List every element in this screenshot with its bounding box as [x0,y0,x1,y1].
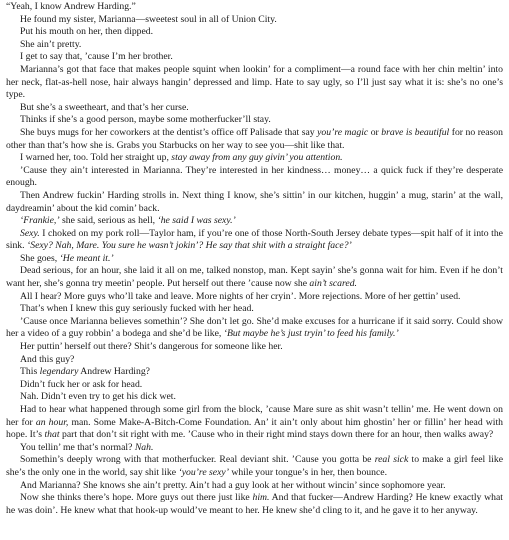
text-run: Thinks if she’s a good person, maybe some motherfucker’ll stay. [20,114,271,126]
paragraph [6,303,503,316]
paragraph [6,165,503,190]
text-run: Dead serious, for an hour, she laid it all on me, talked nonstop, man. Kept sayin’ she’s gonna wait for him. Even if he don’t want her, she’s gonna try meetin’ people. Put herself out there ’cause now she [6,265,503,290]
paragraph [6,1,503,14]
text-run: for no reason other than that’s how she is. Grabs you Starbucks on her way to see you—shit like that. [6,126,503,151]
paragraph [6,228,503,253]
paragraph [6,404,503,442]
text-run: He found my sister, Marianna—sweetest soul in all of Union City. [20,13,277,25]
text-run: Put his mouth on her, then dipped. [20,26,154,38]
text-run: Andrew Harding? [78,366,150,378]
body-text [6,1,503,517]
text-run: “Yeah, I know Andrew Harding.” [6,1,136,12]
paragraph [6,39,503,52]
text-run: Marianna’s got that face that makes people squint when lookin’ for a compliment—a round face with her chin meltin’ into her neck, flat-as-hell nose, hair always hangin’ depressed and limp. Hate to say ugly, so I’ll just say what it is: she’s no one’s type. [6,63,503,101]
italic-text-run: an hour, [35,416,69,428]
italic-text-run: him. [252,492,270,504]
text-run: And this guy? [20,353,75,365]
italic-text-run: ‘Frankie,’ [20,215,60,227]
text-run: Didn’t fuck her or ask for head. [20,378,143,390]
italic-text-run: stay away from any guy givin’ you attention. [171,152,343,164]
paragraph [6,102,503,115]
italic-text-run: ‘But maybe he’s just tryin’ to feed his family.’ [223,328,399,340]
text-run: Had to hear what happened through some girl from the block, ’cause Mare sure as shit wasn’t tellin’ me. He went down on her for [6,404,503,428]
text-run: She buys mugs for her coworkers at the dentist’s office off Palisade that say [20,126,318,138]
paragraph [6,26,503,39]
text-run: she said, serious as hell, [59,215,158,227]
text-run: She ain’t pretty. [20,38,82,50]
text-run: while your tongue’s in her, then bounce. [228,466,388,478]
paragraph [6,366,503,379]
text-run: I choked on my pork roll—Taylor ham, if you’re one of those North-South Jersey debate types—spit half of it into the sink. [6,227,503,252]
paragraph [6,253,503,266]
text-run: I warned her, too. Told her straight up, [20,152,172,164]
paragraph [6,341,503,354]
paragraph [6,354,503,367]
text-run: Then Andrew fuckin’ Harding strolls in. Next thing I know, she’s sittin’ in our kitchen, huggin’ a mug, starin’ at the wall, daydreamin’ about the kid comin’ back. [6,189,503,214]
italic-text-run: ‘you’re sexy’ [178,466,229,478]
text-run: All I hear? More guys who’ll take and leave. More nights of her cryin’. More rejections. More of her gettin’ used. [20,290,461,302]
italic-text-run: ain’t scared. [309,278,357,290]
paragraph [6,114,503,127]
paragraph [6,215,503,228]
text-run: to make a girl feel like she’s the only one in the world, say shit like [6,454,504,478]
text-run: ’Cause they ain’t interested in Marianna. They’re interested in her kindness… money… a quick fuck if they’re desperate enough. [6,164,503,189]
paragraph [6,152,503,165]
italic-text-run: ‘He meant it.’ [59,252,114,264]
paragraph [6,316,503,341]
italic-text-run: Nah. [134,441,154,453]
paragraph [6,190,503,215]
text-run: Her puttin’ herself out there? Shit’s dangerous for someone like her. [20,341,283,353]
paragraph [6,127,503,152]
text-run: Nah. Didn’t even try to get his dick wet. [20,391,176,403]
paragraph [6,265,503,290]
text-run: That’s when I knew this guy seriously fucked with her head. [20,303,254,315]
italic-text-run: brave is beautiful [381,126,450,138]
text-run: And that fucker—Andrew Harding? He knew exactly what he was doin’. He knew what that hook-up would’ve meant to her. He knew she’d cling to it, and he gave it to her anyway. [6,492,503,516]
text-run: Somethin’s deeply wrong with that motherfucker. Real deviant shit. ’Cause you gotta be [20,454,375,466]
paragraph [6,480,503,493]
italic-text-run: that [44,429,60,441]
paragraph [6,51,503,64]
paragraph [6,442,503,455]
text-run: man. Some Make-A-Bitch-Come Foundation. An’ it ain’t only about him ghostin’ her or fillin’ her head with hope. It’s [6,416,503,441]
paragraph [6,14,503,27]
text-run: And Marianna? She knows she ain’t pretty. Ain’t had a guy look at her without wincin’ since sophomore year. [20,479,446,491]
text-run: Now she thinks there’s hope. More guys out there just like [20,492,253,504]
paragraph [6,391,503,404]
paragraph [6,64,503,102]
italic-text-run: you’re magic [317,126,369,138]
text-run: But she’s a sweetheart, and that’s her curse. [20,101,189,113]
paragraph [6,379,503,392]
italic-text-run: ‘Sexy? Nah, Mare. You sure he wasn’t jokin’? He say that shit with a straight face?’ [27,240,352,252]
text-run: I get to say that, ’cause I’m her brother. [20,51,173,63]
italic-text-run: ‘he said I was sexy.’ [157,215,236,227]
text-run: You tellin’ me that’s normal? [20,441,135,453]
text-run: She goes, [20,252,60,264]
text-run: or [368,126,382,138]
text-run: This [20,366,40,378]
paragraph [6,492,503,517]
text-run: ’Cause once Marianna believes somethin’? She don’t let go. She’d make excuses for a hurricane if it said sorry. Could show her a video of a guy robbin’ a bodega and she’d be like, [6,315,503,340]
italic-text-run: Sexy. [20,227,40,239]
italic-text-run: legendary [39,366,79,378]
text-run: part that don’t sit right with me. ’Cause who in their right mind stays down there for an hour, then walks away? [59,429,494,441]
paragraph [6,291,503,304]
paragraph [6,454,503,479]
italic-text-run: real sick [374,454,409,466]
